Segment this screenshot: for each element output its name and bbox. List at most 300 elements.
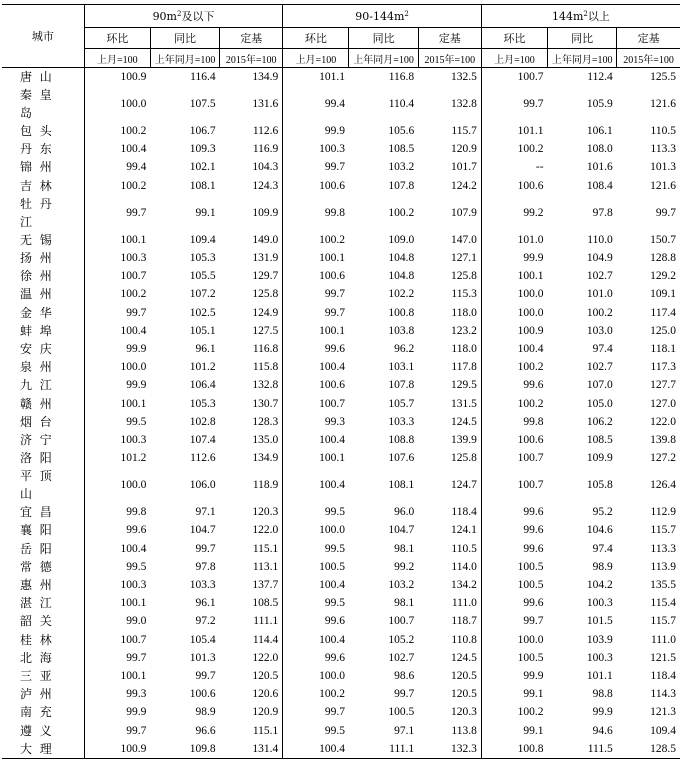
value-cell-large-fixed: 115.7	[650, 615, 676, 628]
value-cell-large-yoy: 100.3	[586, 651, 613, 664]
city-name-cell: 北海	[2, 649, 84, 667]
value-cell-medium-fixed: 118.0	[418, 304, 481, 322]
value-cell-medium-yoy: 109.0	[388, 233, 415, 246]
value-cell-large-fixed: 117.4	[650, 306, 676, 319]
group-header-medium: $90-144m^2$	[283, 5, 482, 28]
value-cell-large-fixed: 109.1	[650, 288, 676, 301]
value-cell-medium-fixed: 110.8	[418, 631, 481, 649]
value-cell-small-fixed: 131.4	[220, 740, 283, 759]
value-cell-medium-mom: 99.7	[324, 706, 345, 719]
value-cell-medium-yoy: 108.8	[388, 433, 415, 446]
value-cell-small-yoy: 108.1	[189, 179, 216, 192]
value-cell-small-fixed: 125.8	[220, 285, 283, 303]
city-name-cell: 包头	[2, 122, 84, 140]
table-row	[2, 685, 680, 703]
value-cell-large-fixed: 112.9	[650, 506, 676, 519]
value-cell-medium-fixed: 125.8	[418, 267, 481, 285]
value-cell-large-yoy: 102.7	[586, 361, 613, 374]
value-cell-medium-yoy: 98.1	[394, 542, 415, 555]
value-cell-large-mom: 99.7	[523, 98, 544, 110]
value-cell-large-mom: 99.8	[523, 415, 544, 428]
value-cell-medium-mom: 99.7	[324, 161, 345, 174]
metric-header-yoy: 同比	[548, 28, 617, 49]
value-cell-small-yoy: 105.4	[189, 633, 216, 646]
city-name-cell: 济宁	[2, 431, 84, 449]
value-cell-large-mom: 100.0	[517, 306, 544, 319]
value-cell-small-mom: 100.3	[120, 433, 147, 446]
value-cell-large-mom: 100.7	[517, 452, 544, 465]
value-cell-medium-yoy: 99.2	[394, 560, 415, 573]
table-row	[2, 612, 680, 630]
value-cell-small-mom: 99.6	[126, 524, 147, 537]
value-cell-medium-fixed: 114.0	[418, 558, 481, 576]
table-row	[2, 467, 680, 503]
value-cell-small-fixed: 130.7	[220, 394, 283, 412]
city-name-cell: 惠州	[2, 576, 84, 594]
city-name-cell: 襄阳	[2, 521, 84, 539]
value-cell-small-yoy: 106.4	[189, 379, 216, 392]
value-cell-small-mom: 100.0	[120, 479, 147, 492]
value-cell-small-fixed: 134.9	[220, 449, 283, 467]
city-name-cell: 无锡	[2, 231, 84, 249]
city-name-cell: 吉林	[2, 177, 84, 195]
value-cell-small-yoy: 104.7	[189, 524, 216, 537]
value-cell-large-yoy: 104.2	[586, 579, 613, 592]
value-cell-large-yoy: 95.2	[592, 506, 613, 519]
metric-header-mom: 环比	[481, 28, 547, 49]
value-cell-large-mom: 100.0	[517, 288, 544, 301]
metric-header-yoy: 同比	[150, 28, 219, 49]
value-cell-medium-mom: 99.7	[324, 288, 345, 301]
city-name-cell: 徐州	[2, 267, 84, 285]
value-cell-small-mom: 100.0	[120, 361, 147, 374]
table-row	[2, 304, 680, 322]
value-cell-large-fixed: 125.5	[650, 71, 676, 83]
value-cell-large-yoy: 101.6	[586, 161, 613, 174]
value-cell-small-fixed: 120.3	[220, 503, 283, 521]
value-cell-large-mom: 100.5	[517, 579, 544, 592]
value-cell-small-yoy: 109.4	[189, 233, 216, 246]
city-name-cell: 桂林	[2, 631, 84, 649]
value-cell-medium-yoy: 104.8	[388, 270, 415, 283]
table-row	[2, 122, 680, 140]
value-cell-small-fixed: 122.0	[220, 649, 283, 667]
header-row-bases	[2, 49, 680, 68]
table-row	[2, 413, 680, 431]
city-name-cell: 常德	[2, 558, 84, 576]
value-cell-small-fixed: 109.9	[220, 195, 283, 231]
value-cell-large-mom: 99.6	[523, 542, 544, 555]
value-cell-large-yoy: 100.3	[586, 597, 613, 610]
table-row	[2, 394, 680, 412]
value-cell-medium-fixed: 101.7	[418, 158, 481, 176]
value-cell-large-fixed: 101.3	[650, 161, 676, 174]
value-cell-small-fixed: 115.1	[220, 721, 283, 739]
value-cell-large-mom: 100.5	[517, 651, 544, 664]
value-cell-small-yoy: 107.2	[189, 288, 216, 301]
table-row	[2, 631, 680, 649]
value-cell-small-mom: 100.1	[120, 233, 147, 246]
value-cell-medium-fixed: 124.2	[418, 177, 481, 195]
value-cell-small-mom: 99.7	[126, 651, 147, 664]
value-cell-medium-yoy: 99.7	[394, 688, 415, 701]
value-cell-large-fixed: 129.2	[650, 270, 676, 283]
value-cell-small-mom: 100.1	[120, 397, 147, 410]
value-cell-small-mom: 99.7	[126, 206, 147, 219]
table-row	[2, 540, 680, 558]
value-cell-small-fixed: 120.9	[220, 703, 283, 721]
value-cell-large-fixed: 139.8	[650, 433, 676, 446]
value-cell-medium-mom: 100.5	[319, 560, 345, 573]
value-cell-large-yoy: 97.8	[592, 206, 613, 219]
value-cell-large-mom: 99.7	[523, 615, 544, 628]
value-cell-small-fixed: 108.5	[220, 594, 283, 612]
value-cell-small-yoy: 101.2	[189, 361, 216, 374]
value-cell-medium-mom: 99.9	[324, 125, 345, 138]
value-cell-small-fixed: 137.7	[220, 576, 283, 594]
value-cell-small-yoy: 102.5	[189, 306, 216, 319]
value-cell-large-yoy: 103.9	[586, 633, 613, 646]
value-cell-small-fixed: 112.6	[220, 122, 283, 140]
table-row	[2, 322, 680, 340]
city-name-cell: 丹东	[2, 140, 84, 158]
value-cell-medium-mom: 100.6	[319, 270, 345, 283]
value-cell-medium-fixed: 124.5	[418, 649, 481, 667]
value-cell-small-fixed: 114.4	[220, 631, 283, 649]
value-cell-large-yoy: 101.1	[586, 669, 613, 682]
value-cell-large-mom: 100.7	[517, 71, 544, 83]
table-row	[2, 558, 680, 576]
city-name-cell: 洛阳	[2, 449, 84, 467]
value-cell-medium-fixed: 124.5	[418, 413, 481, 431]
value-cell-large-fixed: 117.3	[650, 361, 676, 374]
value-cell-medium-yoy: 103.2	[388, 161, 415, 174]
value-cell-medium-yoy: 103.8	[388, 324, 415, 337]
value-cell-small-fixed: 104.3	[220, 158, 283, 176]
value-cell-medium-yoy: 96.0	[394, 506, 415, 519]
value-cell-large-yoy: 112.4	[587, 71, 613, 83]
value-cell-large-mom: 100.5	[517, 560, 544, 573]
value-cell-large-yoy: 101.5	[586, 615, 613, 628]
value-cell-medium-mom: 99.4	[324, 98, 345, 110]
value-cell-medium-yoy: 103.3	[388, 415, 415, 428]
table-row	[2, 140, 680, 158]
value-cell-medium-fixed: 111.0	[418, 594, 481, 612]
value-cell-large-mom: 100.6	[517, 179, 544, 192]
value-cell-medium-fixed: 131.5	[418, 394, 481, 412]
value-cell-medium-fixed: 118.4	[418, 503, 481, 521]
value-cell-small-mom: 99.9	[126, 342, 147, 355]
value-cell-large-mom: 100.2	[517, 143, 544, 156]
value-cell-small-fixed: 124.3	[220, 177, 283, 195]
value-cell-small-fixed: 115.8	[220, 358, 283, 376]
metric-header-fixed-base: 定基	[617, 28, 680, 49]
value-cell-large-mom: 101.1	[517, 125, 544, 138]
value-cell-small-mom: 100.1	[120, 597, 147, 610]
value-cell-large-yoy: 104.6	[586, 524, 613, 537]
value-cell-small-yoy: 105.5	[189, 270, 216, 283]
value-cell-large-fixed: 127.2	[650, 452, 676, 465]
value-cell-small-mom: 99.9	[126, 379, 147, 392]
value-cell-small-fixed: 118.9	[220, 467, 283, 503]
value-cell-medium-yoy: 97.1	[394, 724, 415, 737]
value-cell-large-yoy: 105.9	[586, 98, 613, 110]
city-name-cell: 湛江	[2, 594, 84, 612]
value-cell-medium-fixed: 124.1	[418, 521, 481, 539]
value-cell-large-mom: 101.0	[517, 233, 544, 246]
price-index-table-container	[2, 4, 680, 759]
value-cell-large-yoy: 98.9	[592, 560, 613, 573]
value-cell-large-mom: 100.4	[517, 342, 544, 355]
value-cell-medium-yoy: 98.6	[394, 669, 415, 682]
value-cell-large-fixed: 115.4	[650, 597, 676, 610]
value-cell-large-mom: 99.1	[523, 724, 544, 737]
value-cell-medium-mom: 100.3	[319, 143, 345, 156]
value-cell-medium-mom: 99.5	[324, 506, 345, 519]
value-cell-medium-fixed: 120.3	[418, 703, 481, 721]
value-cell-large-yoy: 109.9	[586, 452, 613, 465]
value-cell-large-mom: 99.6	[523, 379, 544, 392]
value-cell-large-yoy: 108.5	[586, 433, 613, 446]
value-cell-large-fixed: 109.4	[650, 724, 676, 737]
value-cell-small-yoy: 96.6	[195, 724, 216, 737]
table-row	[2, 68, 680, 87]
value-cell-small-yoy: 106.7	[189, 125, 216, 138]
value-cell-large-yoy: 105.8	[586, 479, 613, 492]
value-cell-medium-yoy: 102.2	[388, 288, 415, 301]
table-body	[2, 68, 680, 759]
value-cell-large-yoy: 97.4	[592, 542, 613, 555]
value-cell-medium-fixed: 120.5	[418, 685, 481, 703]
value-cell-small-fixed: 115.1	[220, 540, 283, 558]
city-name-cell: 南充	[2, 703, 84, 721]
value-cell-small-mom: 100.4	[120, 324, 147, 337]
value-cell-medium-yoy: 105.6	[388, 125, 415, 138]
value-cell-small-mom: 100.2	[120, 288, 147, 301]
value-cell-medium-fixed: 139.9	[418, 431, 481, 449]
table-row	[2, 721, 680, 739]
value-cell-large-fixed: 128.8	[650, 252, 676, 265]
city-name-cell: 三亚	[2, 667, 84, 685]
table-row	[2, 503, 680, 521]
value-cell-small-fixed: 129.7	[220, 267, 283, 285]
value-cell-medium-fixed: 124.7	[418, 467, 481, 503]
city-name-cell: 牡丹江	[2, 195, 84, 231]
city-name-cell: 韶关	[2, 612, 84, 630]
value-cell-medium-mom: 100.4	[319, 633, 345, 646]
value-cell-small-mom: 100.4	[120, 143, 147, 156]
value-cell-large-fixed: 127.7	[650, 379, 676, 392]
value-cell-medium-fixed: 117.8	[418, 358, 481, 376]
value-cell-large-fixed: 113.3	[650, 143, 676, 156]
table-row	[2, 86, 680, 122]
price-index-table	[2, 4, 680, 759]
value-cell-medium-yoy: 116.8	[388, 71, 415, 83]
value-cell-small-yoy: 105.3	[189, 252, 216, 265]
value-cell-medium-mom: 100.0	[319, 669, 345, 682]
value-cell-small-mom: 100.2	[120, 125, 147, 138]
value-cell-large-yoy: 108.4	[586, 179, 613, 192]
table-row	[2, 449, 680, 467]
value-cell-small-fixed: 132.8	[220, 376, 283, 394]
value-cell-medium-yoy: 100.7	[388, 615, 415, 628]
metric-header-fixed-base: 定基	[220, 28, 283, 49]
table-row	[2, 249, 680, 267]
value-cell-large-mom: 100.8	[481, 740, 547, 759]
value-cell-small-mom: 99.8	[126, 506, 147, 519]
value-cell-medium-mom: 99.6	[324, 615, 345, 628]
value-cell-large-fixed: 111.0	[650, 633, 676, 646]
value-cell-small-fixed: 124.9	[220, 304, 283, 322]
value-cell-large-fixed: 118.4	[650, 669, 676, 682]
metric-header-mom: 环比	[84, 28, 150, 49]
city-name-cell: 安庆	[2, 340, 84, 358]
value-cell-large-yoy: 110.0	[587, 233, 613, 246]
table-row	[2, 340, 680, 358]
value-cell-large-mom: 99.6	[523, 597, 544, 610]
value-cell-small-yoy: 96.1	[195, 342, 216, 355]
value-cell-large-fixed: 150.7	[650, 233, 676, 246]
value-cell-medium-yoy: 104.7	[388, 524, 415, 537]
value-cell-small-yoy: 106.0	[189, 479, 216, 492]
value-cell-large-mom: --	[535, 161, 544, 174]
value-cell-small-mom: 100.0	[120, 98, 147, 110]
table-row	[2, 703, 680, 721]
city-name-cell: 大理	[2, 740, 84, 759]
value-cell-medium-yoy: 104.8	[388, 252, 415, 265]
value-cell-medium-mom: 100.2	[319, 233, 345, 246]
value-cell-small-yoy: 109.3	[189, 143, 216, 156]
value-cell-large-mom: 99.2	[523, 206, 544, 219]
value-cell-large-fixed: 113.9	[650, 560, 676, 573]
value-cell-medium-mom: 100.4	[319, 361, 345, 374]
value-cell-large-fixed: 122.0	[650, 415, 676, 428]
value-cell-medium-mom: 101.1	[319, 71, 345, 83]
city-name-cell: 扬州	[2, 249, 84, 267]
base-header-prev-month: 上月=100	[84, 49, 150, 68]
metric-header-fixed-base: 定基	[418, 28, 481, 49]
value-cell-large-yoy: 107.0	[586, 379, 613, 392]
value-cell-small-fixed: 128.3	[220, 413, 283, 431]
value-cell-large-mom: 100.1	[517, 270, 544, 283]
value-cell-large-fixed: 114.3	[650, 688, 676, 701]
value-cell-small-mom: 99.3	[126, 688, 147, 701]
city-name-cell: 秦皇岛	[2, 86, 84, 122]
value-cell-small-fixed: 135.0	[220, 431, 283, 449]
value-cell-medium-mom: 99.8	[324, 206, 345, 219]
value-cell-large-yoy: 97.4	[592, 342, 613, 355]
value-cell-small-fixed: 116.8	[220, 340, 283, 358]
value-cell-small-mom: 100.9	[84, 740, 150, 759]
value-cell-small-fixed: 120.5	[220, 667, 283, 685]
value-cell-small-yoy: 105.3	[189, 397, 216, 410]
value-cell-small-fixed: 131.9	[220, 249, 283, 267]
value-cell-small-mom: 99.5	[126, 560, 147, 573]
base-header-prev-year: 上年同月=100	[349, 49, 418, 68]
value-cell-medium-yoy: 100.2	[388, 206, 415, 219]
value-cell-medium-fixed: 132.3	[418, 740, 481, 759]
table-row	[2, 649, 680, 667]
table-row	[2, 740, 680, 759]
value-cell-medium-mom: 100.4	[283, 740, 349, 759]
base-header-2015: 2015年=100	[617, 49, 680, 68]
value-cell-large-yoy: 104.9	[586, 252, 613, 265]
value-cell-medium-mom: 99.7	[324, 306, 345, 319]
value-cell-large-mom: 100.0	[517, 633, 544, 646]
value-cell-medium-mom: 99.5	[324, 724, 345, 737]
value-cell-small-yoy: 102.8	[189, 415, 216, 428]
value-cell-large-fixed: 121.3	[650, 706, 676, 719]
table-row	[2, 177, 680, 195]
value-cell-medium-fixed: 118.7	[418, 612, 481, 630]
value-cell-medium-mom: 99.5	[324, 542, 345, 555]
value-cell-large-fixed: 99.7	[655, 206, 676, 219]
table-row	[2, 158, 680, 176]
value-cell-small-yoy: 99.1	[195, 206, 216, 219]
base-header-2015: 2015年=100	[418, 49, 481, 68]
table-row	[2, 267, 680, 285]
value-cell-medium-mom: 100.2	[319, 688, 345, 701]
value-cell-small-fixed: 134.9	[220, 68, 283, 87]
city-name-cell: 遵义	[2, 721, 84, 739]
table-row	[2, 285, 680, 303]
value-cell-small-mom: 100.2	[120, 179, 147, 192]
value-cell-medium-fixed: 110.5	[418, 540, 481, 558]
value-cell-medium-fixed: 132.5	[418, 68, 481, 87]
value-cell-large-mom: 100.2	[517, 397, 544, 410]
table-row	[2, 231, 680, 249]
value-cell-small-yoy: 103.3	[189, 579, 216, 592]
value-cell-medium-mom: 99.5	[324, 597, 345, 610]
value-cell-medium-mom: 100.4	[319, 479, 345, 492]
value-cell-medium-mom: 99.3	[324, 415, 345, 428]
value-cell-small-mom: 99.0	[126, 615, 147, 628]
metric-header-mom: 环比	[283, 28, 349, 49]
value-cell-medium-fixed: 115.3	[418, 285, 481, 303]
table-row	[2, 376, 680, 394]
value-cell-small-mom: 99.9	[126, 706, 147, 719]
value-cell-large-mom: 100.2	[517, 706, 544, 719]
value-cell-medium-mom: 99.6	[324, 342, 345, 355]
value-cell-large-mom: 100.7	[517, 479, 544, 492]
value-cell-medium-fixed: 120.5	[418, 667, 481, 685]
city-name-cell: 烟台	[2, 413, 84, 431]
value-cell-medium-yoy: 100.5	[388, 706, 415, 719]
city-name-cell: 金华	[2, 304, 84, 322]
value-cell-large-fixed: 125.0	[650, 324, 676, 337]
table-row	[2, 431, 680, 449]
value-cell-medium-fixed: 107.9	[418, 195, 481, 231]
value-cell-medium-mom: 99.6	[324, 651, 345, 664]
value-cell-medium-yoy: 110.4	[388, 98, 415, 110]
value-cell-medium-mom: 100.1	[319, 452, 345, 465]
value-cell-medium-fixed: 129.5	[418, 376, 481, 394]
value-cell-large-mom: 100.2	[517, 361, 544, 374]
value-cell-small-mom: 101.2	[120, 452, 147, 465]
value-cell-medium-fixed: 113.8	[418, 721, 481, 739]
value-cell-medium-yoy: 111.1	[349, 740, 418, 759]
value-cell-medium-yoy: 102.7	[388, 651, 415, 664]
value-cell-small-fixed: 120.6	[220, 685, 283, 703]
city-name-cell: 泸州	[2, 685, 84, 703]
value-cell-small-fixed: 113.1	[220, 558, 283, 576]
value-cell-medium-fixed: 127.1	[418, 249, 481, 267]
value-cell-medium-yoy: 103.2	[388, 579, 415, 592]
value-cell-medium-fixed: 123.2	[418, 322, 481, 340]
base-header-prev-month: 上月=100	[481, 49, 547, 68]
value-cell-medium-yoy: 108.1	[388, 479, 415, 492]
group-header-small: $90m^2$及以下	[84, 5, 283, 28]
